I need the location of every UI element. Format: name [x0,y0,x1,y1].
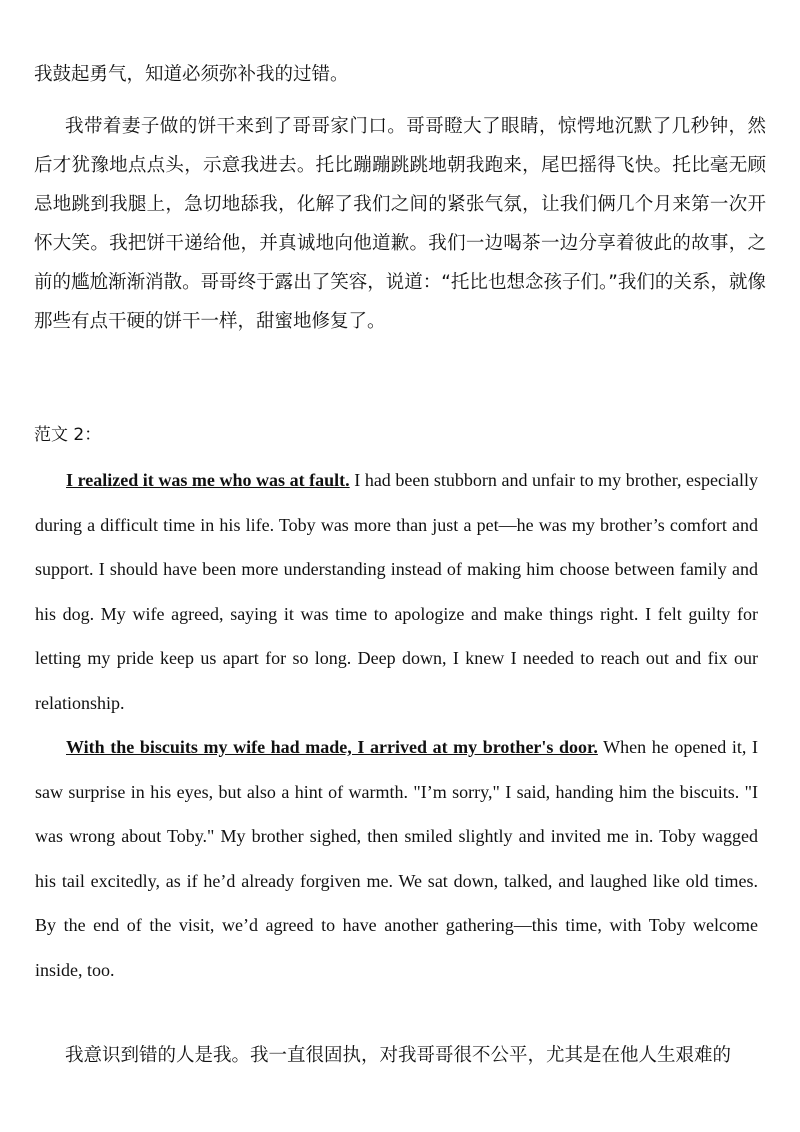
chinese-paragraph-1: 我鼓起勇气，知道必须弥补我的过错。 [34,64,349,85]
topic-sentence: I realized it was me who was at fault. [66,470,350,490]
topic-sentence: With the biscuits my wife had made, I arrived at my brother's door. [66,737,598,757]
paragraph-body: When he opened it, I saw surprise in his eyes, but also a hint of warmth. "I’m sorry," I said, handing him the biscuits. "I was wrong about Toby." My brother sighed, then smiled slightly and invited me in. Toby wagged his tail excitedly, as if he’d already forgiven me. We sat down, talked, and laughed like old times. By the end of the visit, we’d agreed to have another gathering—this time, with Toby welcome inside, too. [35,737,758,980]
section-heading: 范文 2： [34,425,102,445]
english-paragraph-2 [35,725,758,992]
chinese-paragraph-3: 我意识到错的人是我。我一直很固执，对我哥哥很不公平，尤其是在他人生艰难的 [65,1045,732,1066]
paragraph-body: I had been stubborn and unfair to my brother, especially during a difficult time in his life. Toby was more than just a pet—he was my brother’s comfort and support. I should have been more understanding instead of making him choose between family and his dog. My wife agreed, saying it was time to apologize and make things right. I felt guilty for letting my pride keep us apart for so long. Deep down, I knew I needed to reach out and fix our relationship. [35,470,759,713]
english-paragraph-1 [35,458,758,725]
chinese-paragraph-2: 我带着妻子做的饼干来到了哥哥家门口。哥哥瞪大了眼睛，惊愕地沉默了几秒钟，然后才犹豫地点点头，示意我进去。托比蹦蹦跳跳地朝我跑来，尾巴摇得飞快。托比毫无顾忌地跳到我腿上，急切地舔我，化解了我们之间的紧张气氛，让我们俩几个月来第一次开怀大笑。我把饼干递给他，并真诚地向他道歉。我们一边喝茶一边分享着彼此的故事，之前的尴尬渐渐消散。哥哥终于露出了笑容，说道：“托比也想念孩子们。”我们的关系，就像那些有点干硬的饼干一样，甜蜜地修复了。 [34,116,766,332]
